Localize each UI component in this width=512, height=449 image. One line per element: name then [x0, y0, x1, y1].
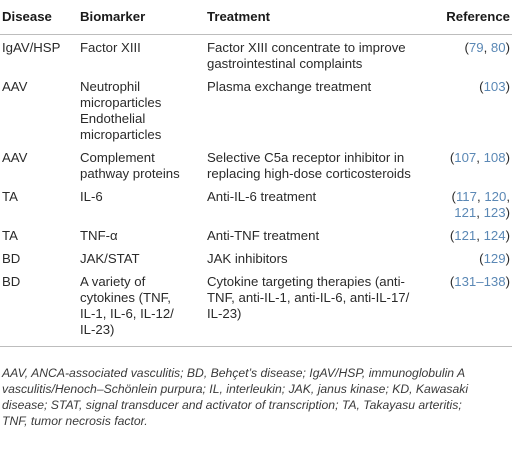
reference-link[interactable]: 121: [454, 205, 477, 220]
cell-reference: [419, 35, 512, 75]
cell-biomarker: [80, 184, 207, 223]
cell-reference: [419, 184, 512, 223]
cell-reference: [419, 145, 512, 184]
cell-treatment: [207, 246, 419, 269]
table-row: [0, 35, 512, 75]
reference-link[interactable]: 120: [484, 189, 507, 204]
treatment-line: Selective C5a receptor inhibitor in: [207, 150, 405, 165]
footnote-line: disease; STAT, signal transducer and activator of transcription; TA, Takayasu arteritis;: [2, 398, 462, 412]
biomarker-line: Endothelial: [80, 111, 146, 126]
reference-link[interactable]: 80: [490, 40, 506, 55]
footnote-line: TNF, tumor necrosis factor.: [2, 414, 148, 428]
cell-biomarker: [80, 145, 207, 184]
header-disease: Disease: [0, 0, 80, 35]
treatment-line: gastrointestinal complaints: [207, 56, 363, 71]
reference-punct: ,: [506, 189, 510, 204]
footnote-line: vasculitis/Henoch–Schönlein purpura; IL, interleukin; JAK, janus kinase; KD, Kawasaki: [2, 382, 469, 396]
cell-reference: [419, 269, 512, 347]
reference-link[interactable]: 129: [483, 251, 506, 266]
table-row: [0, 74, 512, 145]
cell-treatment: [207, 223, 419, 246]
cell-disease: AAV: [2, 150, 28, 165]
cell-treatment: [207, 35, 419, 75]
cell-disease: BD: [2, 251, 21, 266]
reference-punct: (: [479, 251, 484, 266]
reference-punct: ): [505, 251, 510, 266]
reference-line: [419, 189, 510, 205]
reference-punct: (: [479, 79, 484, 94]
table-body: [0, 35, 512, 347]
reference-punct: ,: [476, 189, 485, 204]
cell-disease: TA: [2, 189, 18, 204]
cell-biomarker: [80, 223, 207, 246]
biomarker-line: pathway proteins: [80, 166, 180, 181]
reference-punct: ): [505, 79, 510, 94]
reference-punct: ): [505, 228, 510, 243]
biomarker-line: IL-6: [80, 189, 103, 204]
reference-punct: (: [449, 228, 455, 243]
header-treatment: Treatment: [207, 0, 419, 35]
reference-link[interactable]: 131–138: [454, 274, 506, 289]
table-row: [0, 184, 512, 223]
cell-reference: [419, 246, 512, 269]
biomarker-line: Factor XIII: [80, 40, 141, 55]
cell-biomarker: [80, 246, 207, 269]
reference-punct: ,: [476, 150, 484, 165]
treatment-line: TNF, anti-IL-1, anti-IL-6, anti-IL-17/: [207, 290, 410, 305]
reference-link[interactable]: 117: [455, 189, 477, 204]
biomarker-line: Neutrophil: [80, 79, 141, 94]
table-footnote: [2, 365, 507, 429]
reference-line: [419, 205, 510, 221]
reference-punct: ): [505, 40, 510, 55]
reference-line: [419, 228, 510, 244]
reference-punct: ): [505, 274, 510, 289]
treatment-line: Factor XIII concentrate to improve: [207, 40, 406, 55]
reference-link[interactable]: 121: [454, 228, 477, 243]
reference-punct: ,: [476, 228, 484, 243]
reference-punct: (: [449, 150, 455, 165]
treatment-line: JAK inhibitors: [207, 251, 288, 266]
treatment-line: replacing high-dose corticosteroids: [207, 166, 411, 181]
cell-treatment: [207, 145, 419, 184]
reference-punct: (: [451, 189, 456, 204]
treatment-line: Plasma exchange treatment: [207, 79, 372, 94]
reference-link[interactable]: 124: [483, 228, 506, 243]
cell-treatment: [207, 74, 419, 145]
reference-punct: (: [464, 40, 469, 55]
footnote-line: AAV, ANCA-associated vasculitis; BD, Behçet’s disease; IgAV/HSP, immunoglobulin A: [2, 366, 466, 380]
cell-treatment: [207, 184, 419, 223]
cell-treatment: [207, 269, 419, 347]
reference-link[interactable]: 79: [468, 40, 484, 55]
biomarker-line: Complement: [80, 150, 155, 165]
reference-punct: ): [505, 150, 510, 165]
reference-line: [419, 40, 510, 56]
reference-punct: (: [449, 274, 455, 289]
reference-line: [419, 79, 510, 95]
reference-line: [419, 274, 510, 290]
cell-biomarker: [80, 269, 207, 347]
biomarker-line: JAK/STAT: [80, 251, 140, 266]
reference-punct: ,: [483, 40, 491, 55]
cell-biomarker: [80, 74, 207, 145]
biomarker-line: IL-23): [80, 322, 115, 337]
table-row: [0, 223, 512, 246]
reference-link[interactable]: 107: [454, 150, 477, 165]
reference-punct: ): [505, 205, 510, 220]
treatment-line: Anti-TNF treatment: [207, 228, 320, 243]
reference-link[interactable]: 123: [483, 205, 506, 220]
cell-disease: TA: [2, 228, 18, 243]
reference-link[interactable]: 108: [483, 150, 506, 165]
cell-disease: IgAV/HSP: [2, 40, 61, 55]
cell-reference: [419, 223, 512, 246]
cell-biomarker: [80, 35, 207, 75]
treatment-line: Cytokine targeting therapies (anti-: [207, 274, 405, 289]
header-reference: Reference: [419, 0, 512, 35]
header-biomarker: Biomarker: [80, 0, 207, 35]
header-row: [0, 0, 512, 35]
biomarker-line: A variety of: [80, 274, 146, 289]
cell-disease: BD: [0, 269, 80, 347]
table-row: [0, 246, 512, 269]
table-row: [0, 269, 512, 347]
biomarker-line: cytokines (TNF,: [80, 290, 171, 305]
biomarker-line: microparticles: [80, 95, 162, 110]
treatment-line: IL-23): [207, 306, 242, 321]
biomarker-line: TNF-α: [80, 228, 118, 243]
biomarker-line: microparticles: [80, 127, 162, 142]
biomarker-line: IL-1, IL-6, IL-12/: [80, 306, 174, 321]
reference-punct: ,: [476, 205, 484, 220]
treatment-line: Anti-IL-6 treatment: [207, 189, 317, 204]
reference-line: [419, 251, 510, 267]
table-row: [0, 145, 512, 184]
cell-reference: [419, 74, 512, 145]
reference-link[interactable]: 103: [483, 79, 506, 94]
cell-disease: AAV: [2, 79, 28, 94]
reference-line: [419, 150, 510, 166]
